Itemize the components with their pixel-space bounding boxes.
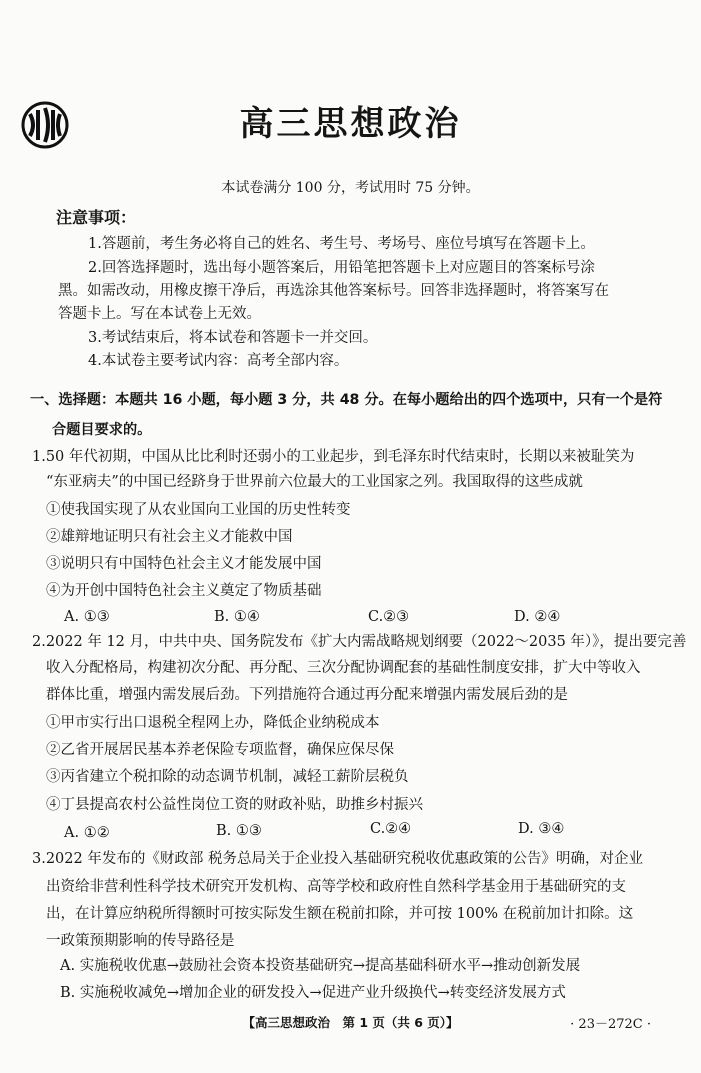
q2-statement: ④丁县提高农村公益性岗位工资的财政补贴，助推乡村振兴 [46, 797, 423, 813]
page-footer: 【高三思想政治 第 1 页（共 6 页）】 [242, 1015, 459, 1030]
q3-stem: 出资给非营利性科学技术研究开发机构、高等学校和政府性自然科学基金用于基础研究的支 [46, 879, 626, 895]
q1-statement: ①使我国实现了从农业国向工业国的历史性转变 [46, 502, 351, 518]
q1-option-c[interactable]: C.②③ [368, 609, 410, 625]
q1-statement: ②雄辩地证明只有社会主义才能救中国 [46, 529, 293, 545]
q1-stem: 1.50 年代初期，中国从比比利时还弱小的工业起步，到毛泽东时代结束时，长期以来被耻笑为 [32, 449, 635, 465]
paper-code: · 23－272C · [570, 1017, 651, 1032]
q3-option-b[interactable]: B. 实施税收减免→增加企业的研发投入→促进产业升级换代→转变经济发展方式 [60, 985, 566, 1001]
q3-stem: 出，在计算应纳税所得额时可按实际发生额在税前扣除，并可按 100% 在税前加计扣除。这 [46, 906, 634, 922]
q2-statement: ①甲市实行出口退税全程网上办，降低企业纳税成本 [46, 715, 380, 731]
q3-stem: 3.2022 年发布的《财政部 税务总局关于企业投入基础研究税收优惠政策的公告》明确，对企业 [32, 851, 643, 867]
q1-stem: “东亚病夫”的中国已经跻身于世界前六位最大的工业国家之列。我国取得的这些成就 [46, 474, 583, 490]
exam-info: 本试卷满分 100 分，考试用时 75 分钟。 [221, 180, 480, 196]
q2-option-d[interactable]: D. ③④ [518, 821, 565, 837]
note-line: 3.考试结束后，将本试卷和答题卡一并交回。 [88, 330, 378, 346]
q1-statement: ③说明只有中国特色社会主义才能发展中国 [46, 556, 322, 572]
note-line: 答题卡上。写在本试卷上无效。 [58, 306, 261, 322]
section-heading: 一、选择题：本题共 16 小题，每小题 3 分，共 48 分。在每小题给出的四个选项中，只有一个是符 [30, 392, 663, 408]
q2-statement: ②乙省开展居民基本养老保险专项监督，确保应保尽保 [46, 742, 394, 758]
section-heading-cont: 合题目要求的。 [52, 422, 152, 438]
q2-stem: 2.2022 年 12 月，中共中央、国务院发布《扩大内需战略规划纲要（2022～2035 年）》，提出要完善 [32, 634, 687, 650]
notes-heading: 注意事项： [56, 208, 137, 227]
q1-option-b[interactable]: B. ①④ [214, 609, 260, 625]
note-line: 4.本试卷主要考试内容：高考全部内容。 [88, 353, 349, 369]
q3-option-a[interactable]: A. 实施税收优惠→鼓励社会资本投资基础研究→提高基础科研水平→推动创新发展 [60, 958, 581, 974]
q2-option-c[interactable]: C.②④ [370, 821, 412, 837]
note-line: 1.答题前，考生务必将自己的姓名、考生号、考场号、座位号填写在答题卡上。 [88, 236, 595, 252]
q3-stem: 一政策预期影响的传导路径是 [46, 933, 235, 949]
q2-option-a[interactable]: A. ①② [64, 825, 110, 841]
page-title: 高三思想政治 [239, 104, 462, 144]
q2-stem: 收入分配格局，构建初次分配、再分配、三次分配协调配套的基础性制度安排，扩大中等收入 [46, 660, 641, 676]
q2-option-b[interactable]: B. ①③ [216, 823, 262, 839]
q2-statement: ③丙省建立个税扣除的动态调节机制，减轻工薪阶层税负 [46, 769, 409, 785]
q1-statement: ④为开创中国特色社会主义奠定了物质基础 [46, 583, 322, 599]
note-line: 黑。如需改动，用橡皮擦干净后，再选涂其他答案标号。回答非选择题时，将答案写在 [58, 283, 609, 299]
q1-option-d[interactable]: D. ②④ [514, 609, 561, 625]
q1-option-a[interactable]: A. ①③ [64, 609, 110, 625]
note-line: 2.回答选择题时，选出每小题答案后，用铅笔把答题卡上对应题目的答案标号涂 [88, 260, 595, 276]
q2-stem: 群体比重，增强内需发展后劲。下列措施符合通过再分配来增强内需发展后劲的是 [46, 687, 568, 703]
